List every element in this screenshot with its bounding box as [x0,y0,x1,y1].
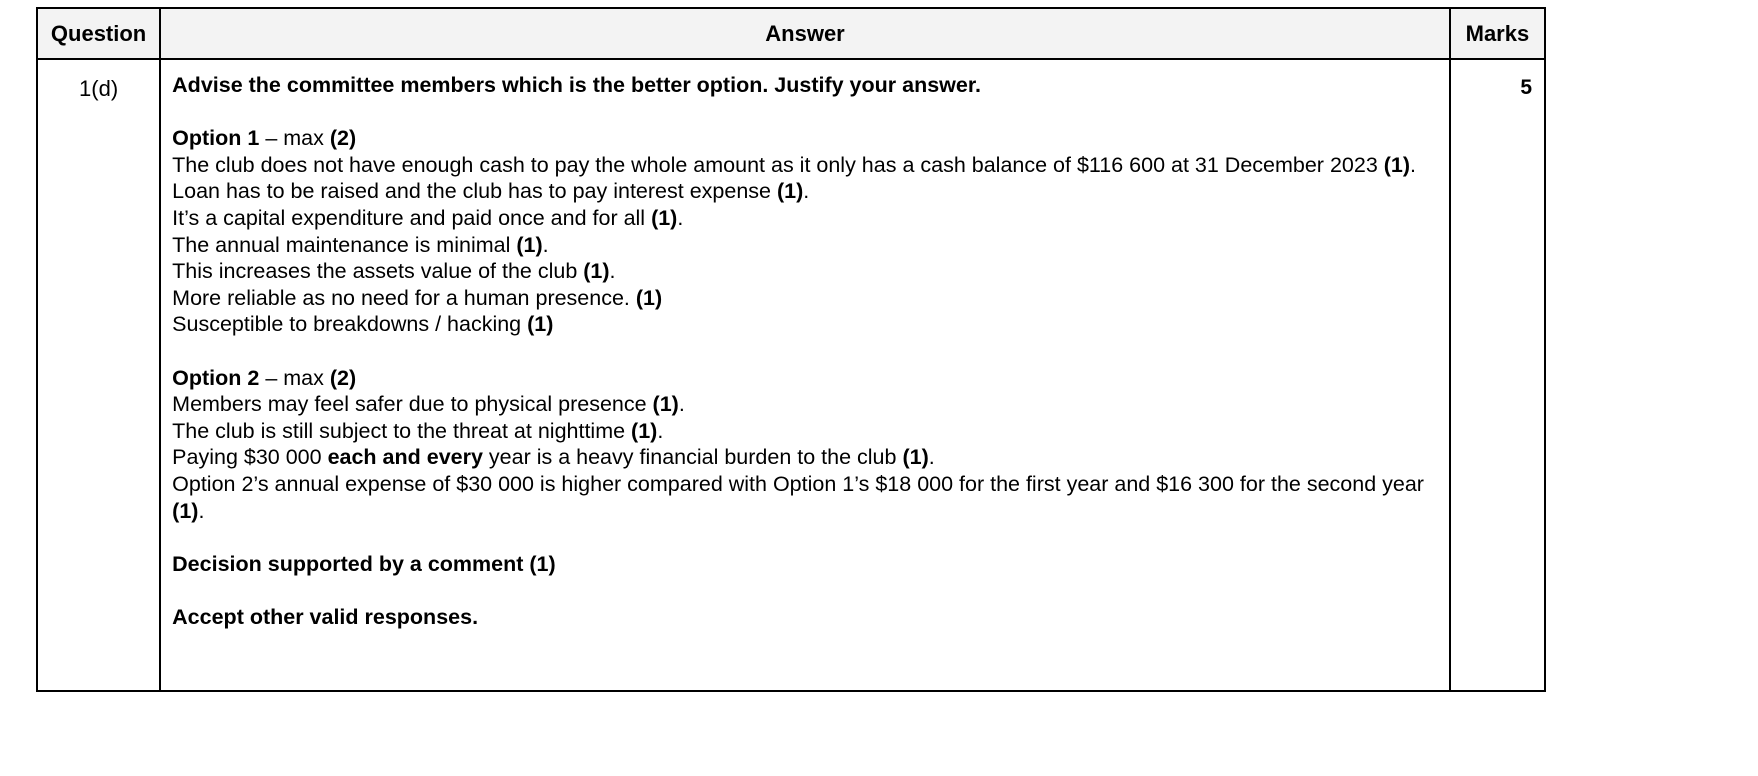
list-item: It’s a capital expenditure and paid once and for all (1). [172,205,684,230]
table-row [37,59,1545,691]
question-number: 1(d) [37,59,160,691]
list-item: More reliable as no need for a human presence. (1) [172,285,663,310]
list-item: The annual maintenance is minimal (1). [172,232,549,257]
list-item: The club does not have enough cash to pay the whole amount as it only has a cash balance of $116 600 at 31 December 2023 (1). [172,152,1417,177]
header-row [37,8,1545,59]
list-item: Susceptible to breakdowns / hacking (1) [172,312,554,337]
mark-scheme-table [36,7,1546,692]
list-item: This increases the assets value of the club (1). [172,259,616,284]
answer-cell [160,59,1450,691]
list-item: Loan has to be raised and the club has to pay interest expense (1). [172,179,810,204]
list-item: Option 2’s annual expense of $30 000 is higher compared with Option 1’s $18 000 for the first year and $16 300 for the second year (1). [172,471,1424,523]
list-item: Members may feel safer due to physical presence (1). [172,392,685,417]
list-item: Paying $30 000 each and every year is a heavy financial burden to the club (1). [172,445,935,470]
decision-note: Decision supported by a comment (1) [172,551,556,576]
question-prompt: Advise the committee members which is the better option. Justify your answer. [172,73,981,97]
option1-heading: Option 1 – max (2) [172,126,357,151]
marks-value: 5 [1450,59,1545,691]
option2-heading: Option 2 – max (2) [172,365,357,390]
accept-note: Accept other valid responses. [172,604,479,629]
answer-header: Answer [160,8,1450,59]
question-header: Question [37,8,160,59]
marks-header: Marks [1450,8,1545,59]
list-item: The club is still subject to the threat at nighttime (1). [172,418,664,443]
